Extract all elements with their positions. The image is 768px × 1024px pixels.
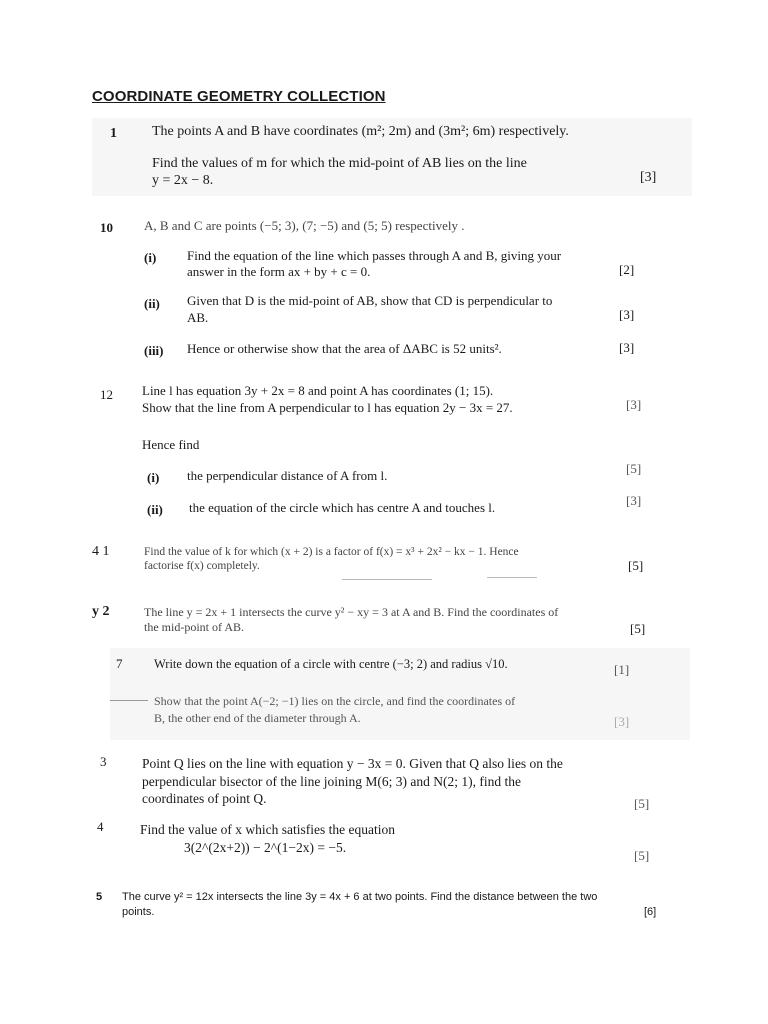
question-text: A, B and C are points (−5; 3), (7; −5) and (5; 5) respectively . [144, 218, 465, 233]
question-3 [92, 752, 692, 814]
question-number: 5 [96, 891, 103, 903]
question-text: factorise f(x) completely. [144, 560, 260, 572]
mark-allocation: [5] [628, 558, 644, 573]
question-text: Find the value of k for which (x + 2) is a factor of f(x) = x³ + 2x² − kx − 1. Hence [144, 546, 519, 558]
mark-allocation: [3] [614, 714, 630, 729]
question-4 [92, 816, 692, 868]
mark-allocation: [6] [644, 906, 657, 918]
scan-noise [342, 579, 432, 580]
hence-text: Hence find [142, 437, 200, 452]
mark-allocation: [1] [614, 662, 630, 677]
scan-noise [110, 700, 148, 701]
part-text: the equation of the circle which has centre A and touches l. [189, 500, 496, 515]
mark-allocation: [3] [640, 170, 657, 185]
part-label: (i) [147, 470, 160, 485]
part-text: Find the equation of the line which passes through A and B, giving your [187, 248, 562, 263]
mark-allocation: [3] [619, 340, 635, 355]
question-text: The points A and B have coordinates (m²; 2m) and (3m²; 6m) respectively. [152, 124, 569, 139]
question-number: 10 [100, 220, 113, 235]
mark-allocation: [5] [630, 621, 646, 636]
part-label: (iii) [144, 343, 164, 358]
question-text: Show that the point A(−2; −1) lies on the circle, and find the coordinates of [154, 694, 516, 708]
scan-noise [487, 577, 537, 578]
part-text: the perpendicular distance of A from l. [187, 468, 388, 483]
question-text: perpendicular bisector of the line joining M(6; 3) and N(2; 1), find the [142, 774, 522, 789]
question-text: Line l has equation 3y + 2x = 8 and point A has coordinates (1; 15). [142, 383, 494, 398]
question-number: 12 [100, 387, 113, 402]
question-number: 1 [110, 126, 117, 141]
question-number: 4 [97, 819, 104, 834]
question-7 [110, 648, 690, 740]
question-4-1 [92, 538, 692, 588]
question-number: y 2 [92, 604, 110, 619]
equation: 3(2^(2x+2)) − 2^(1−2x) = −5. [184, 840, 347, 855]
part-text: Hence or otherwise show that the area of ΔABC is 52 units². [187, 341, 502, 356]
question-number: 4 1 [92, 544, 110, 559]
page-title: COORDINATE GEOMETRY COLLECTION [92, 88, 386, 105]
mark-allocation: [2] [619, 262, 635, 277]
question-5 [92, 886, 672, 922]
question-2 [92, 598, 692, 642]
mark-allocation: [3] [626, 493, 642, 508]
question-10 [92, 210, 692, 360]
mark-allocation: [5] [634, 848, 650, 863]
part-label: (ii) [147, 502, 163, 517]
question-text: The line y = 2x + 1 intersects the curve y² − xy = 3 at A and B. Find the coordinates of [144, 605, 559, 619]
part-text: Given that D is the mid-point of AB, show that CD is perpendicular to [187, 293, 553, 308]
question-text: Find the value of x which satisfies the equation [140, 822, 395, 837]
mark-allocation: [3] [626, 397, 642, 412]
mark-allocation: [5] [626, 461, 642, 476]
question-text: coordinates of point Q. [142, 791, 267, 806]
part-text: AB. [187, 310, 209, 325]
part-label: (i) [144, 250, 157, 265]
question-12 [92, 375, 692, 525]
mark-allocation: [3] [619, 307, 635, 322]
question-text: points. [122, 906, 155, 918]
question-1 [92, 118, 692, 196]
part-label: (ii) [144, 296, 160, 311]
question-text: Write down the equation of a circle with centre (−3; 2) and radius √10. [154, 657, 508, 671]
part-text: answer in the form ax + by + c = 0. [187, 264, 371, 279]
question-text: The curve y² = 12x intersects the line 3y = 4x + 6 at two points. Find the distance between the two [122, 891, 598, 903]
question-number: 7 [116, 656, 123, 671]
mark-allocation: [5] [634, 796, 650, 811]
question-text: y = 2x − 8. [152, 173, 214, 188]
question-text: Point Q lies on the line with equation y − 3x = 0. Given that Q also lies on the [142, 756, 563, 771]
question-text: the mid-point of AB. [144, 620, 244, 634]
question-text: B, the other end of the diameter through A. [154, 711, 361, 725]
question-text: Find the values of m for which the mid-point of AB lies on the line [152, 156, 527, 171]
question-text: Show that the line from A perpendicular to l has equation 2y − 3x = 27. [142, 400, 513, 415]
question-number: 3 [100, 754, 107, 769]
